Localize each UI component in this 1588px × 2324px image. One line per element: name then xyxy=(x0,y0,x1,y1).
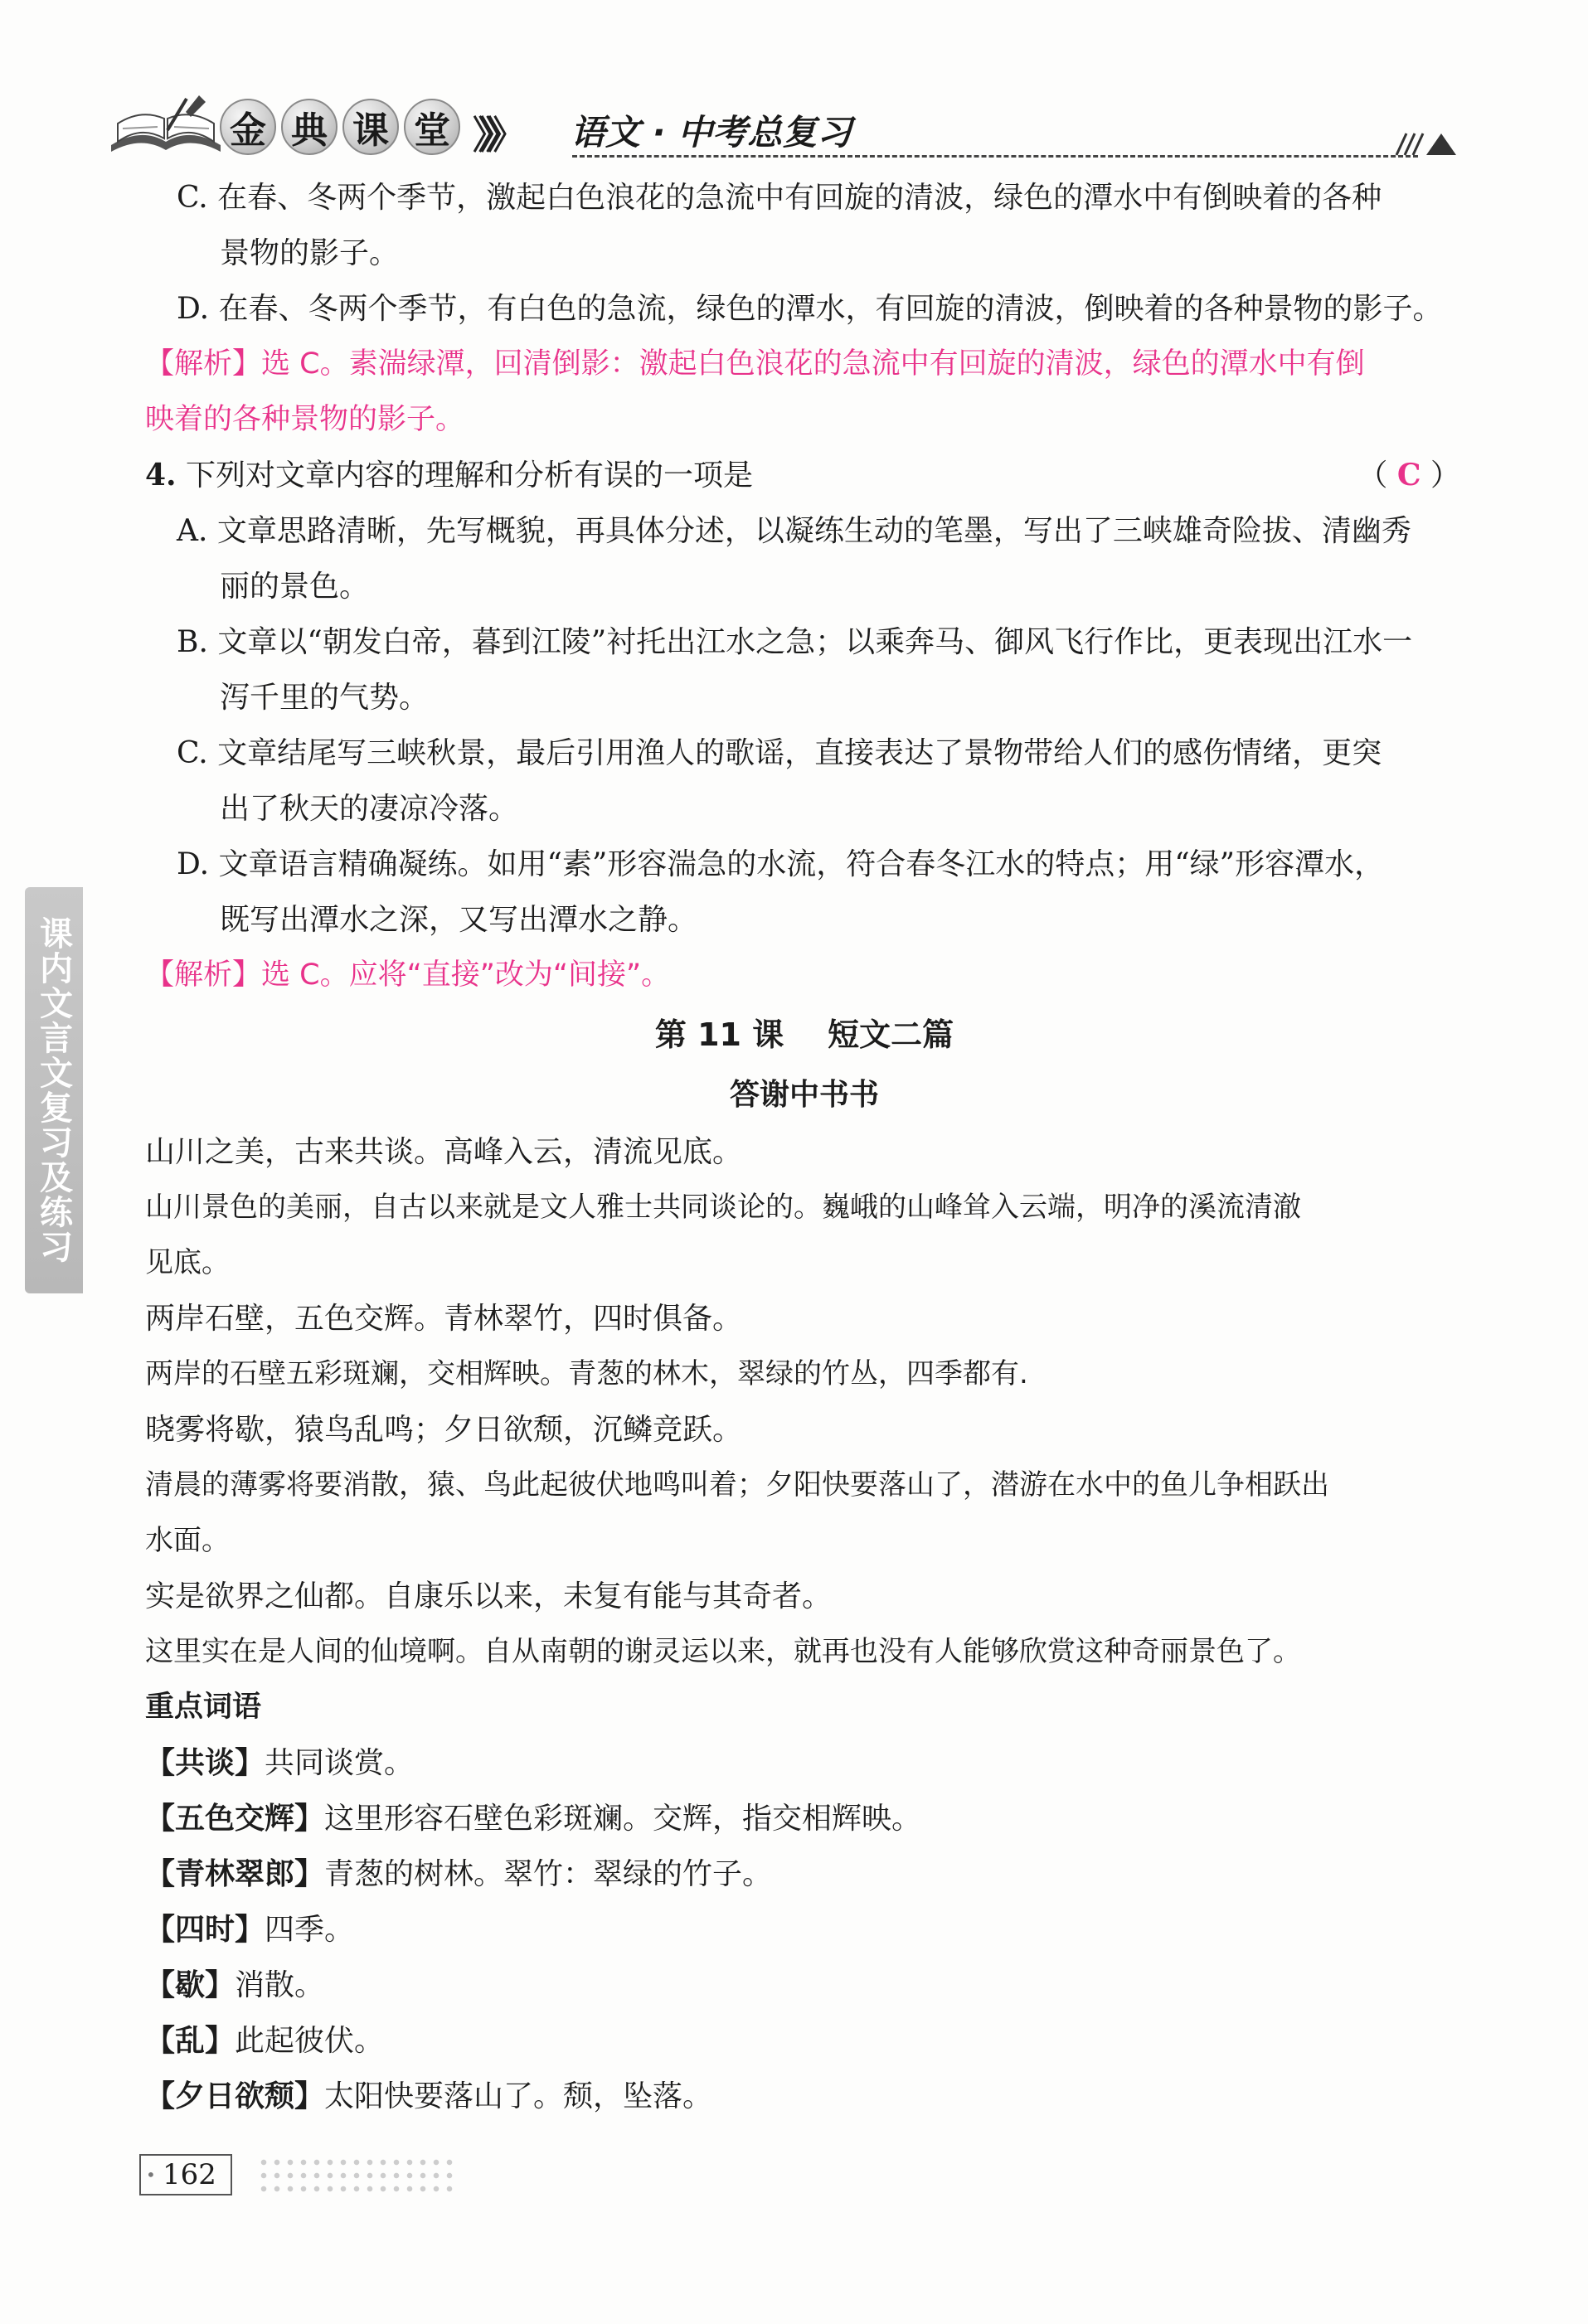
q4-analysis: 【解析】选 C。应将“直接”改为“间接”。 xyxy=(145,958,671,992)
vocab-definition: 青葱的树林。翠竹：翠绿的竹子。 xyxy=(324,1857,773,1891)
vocab-item xyxy=(145,1846,1464,1902)
chevron-right-icon: 》》》 xyxy=(473,113,514,158)
q4-option-c: C. 文章结尾写三峡秋景，最后引用渔人的歌谣，直接表达了景物带给人们的感伤情绪，更突 xyxy=(177,736,1382,770)
vocab-definition: 这里形容石壁色彩斑斓。交辉，指交相辉映。 xyxy=(324,1802,922,1836)
question-number: 4. xyxy=(145,458,177,492)
q3-analysis-cont: 映着的各种景物的影子。 xyxy=(145,403,465,436)
vocab-item xyxy=(145,1791,1464,1846)
vocab-term: 【四时】 xyxy=(145,1913,265,1947)
vocab-definition: 共同谈赏。 xyxy=(265,1746,415,1780)
q3-option-d: D. 在春、冬两个季节，有白色的急流，绿色的潭水，有回旋的清波，倒映着的各种景物的影子。 xyxy=(177,292,1443,326)
original-text: 山川之美，古来共谈。高峰入云，清流见底。 xyxy=(145,1135,743,1169)
vocab-term: 【夕日欲颓】 xyxy=(145,2079,325,2113)
translation-text: 清晨的薄雾将要消散，猿、鸟此起彼伏地鸣叫着；夕阳快要落山了，潜游在水中的鱼儿争相跃出 xyxy=(145,1468,1329,1502)
q4-option-d-cont: 既写出潭水之深，又写出潭水之静。 xyxy=(220,903,698,937)
translation-text: 山川景色的美丽，自古以来就是文人雅士共同谈论的。巍峨的山峰耸入云端，明净的溪流清澈 xyxy=(145,1191,1301,1224)
side-chapter-tab xyxy=(25,887,83,1293)
page-number: 162 xyxy=(163,2158,216,2191)
brand-char: 堂 xyxy=(404,99,460,155)
vocab-term: 【五色交辉】 xyxy=(145,1802,325,1836)
q4-option-d: D. 文章语言精确凝练。如用“素”形容湍急的水流，符合春冬江水的特点；用“绿”形容潭水， xyxy=(177,847,1385,881)
header-divider xyxy=(572,155,1418,158)
vocab-item xyxy=(145,2013,1464,2069)
vocab-definition: 消散。 xyxy=(235,1968,325,2002)
brand-char: 金 xyxy=(220,99,276,155)
translation-text: 两岸的石壁五彩斑斓，交相辉映。青葱的林木，翠绿的竹丛，四季都有. xyxy=(145,1357,1028,1390)
translation-text: 这里实在是人间的仙境啊。自从南朝的谢灵运以来，就再也没有人能够欣赏这种奇丽景色了。 xyxy=(145,1635,1301,1668)
text-title: 答谢中书书 xyxy=(729,1078,879,1112)
translation-text-cont: 水面。 xyxy=(145,1524,230,1557)
vocab-item xyxy=(145,1958,1464,2013)
answer-bracket xyxy=(1357,448,1464,503)
q4-option-c-cont: 出了秋天的凄凉冷落。 xyxy=(220,792,519,826)
question-text: 下列对文章内容的理解和分析有误的一项是 xyxy=(186,458,754,492)
dot-icon: • xyxy=(146,2165,156,2185)
vocab-term: 【青林翠郎】 xyxy=(145,1857,325,1891)
q4-stem xyxy=(145,448,1464,503)
page-header xyxy=(108,87,1459,166)
decorative-dots xyxy=(257,2156,456,2194)
paren-open: （ xyxy=(1357,458,1388,492)
original-text: 两岸石壁，五色交辉。青林翠竹，四时俱备。 xyxy=(145,1302,743,1336)
vocab-heading: 重点词语 xyxy=(145,1691,262,1724)
open-book-pen-icon xyxy=(108,94,224,160)
brand-char: 课 xyxy=(342,99,399,155)
q3-option-c: C. 在春、冬两个季节，激起白色浪花的急流中有回旋的清波，绿色的潭水中有倒映着的各种 xyxy=(177,181,1382,215)
vocab-definition: 四季。 xyxy=(265,1913,355,1947)
q4-option-a-cont: 丽的景色。 xyxy=(220,570,370,604)
vocab-definition: 太阳快要落山了。颓，坠落。 xyxy=(324,2079,713,2113)
brand-title xyxy=(220,99,460,155)
q4-option-b: B. 文章以“朝发白帝，暮到江陵”衬托出江水之急；以乘奔马、御风飞行作比，更表现出江水一 xyxy=(177,625,1413,659)
lesson-title: 第 11 课 短文二篇 xyxy=(654,1016,954,1053)
side-tab-label: 课内文言文复习及练习 xyxy=(34,916,73,1264)
slash-triangle-icon xyxy=(1393,125,1459,158)
q3-option-c-cont: 景物的影子。 xyxy=(220,236,400,270)
original-text: 晓雾将歇，猿鸟乱鸣；夕日欲颓，沉鳞竞跃。 xyxy=(145,1413,743,1447)
q4-option-b-cont: 泻千里的气势。 xyxy=(220,681,430,715)
q4-option-a: A. 文章思路清晰，先写概貌，再具体分述，以凝练生动的笔墨，写出了三峡雄奇险拔、清幽秀 xyxy=(177,514,1411,548)
vocab-term: 【乱】 xyxy=(145,2024,236,2058)
vocab-item xyxy=(145,1902,1464,1958)
vocab-term: 【歇】 xyxy=(145,1968,236,2002)
translation-text-cont: 见底。 xyxy=(145,1246,230,1279)
page-content xyxy=(145,170,1464,2124)
brand-char: 典 xyxy=(281,99,338,155)
vocab-item xyxy=(145,1735,1464,1791)
paren-close: ） xyxy=(1430,458,1460,492)
vocab-definition: 此起彼伏。 xyxy=(235,2024,385,2058)
page-number-box xyxy=(139,2154,232,2195)
q3-analysis: 【解析】选 C。素湍绿潭，回清倒影：激起白色浪花的急流中有回旋的清波，绿色的潭水中有倒 xyxy=(145,347,1365,381)
vocab-term: 【共谈】 xyxy=(145,1746,265,1780)
original-text: 实是欲界之仙都。自康乐以来，未复有能与其奇者。 xyxy=(145,1579,833,1613)
vocab-item xyxy=(145,2069,1464,2124)
answer-letter: C xyxy=(1396,458,1421,492)
header-subject: 语文 · 中考总复习 xyxy=(571,112,852,153)
